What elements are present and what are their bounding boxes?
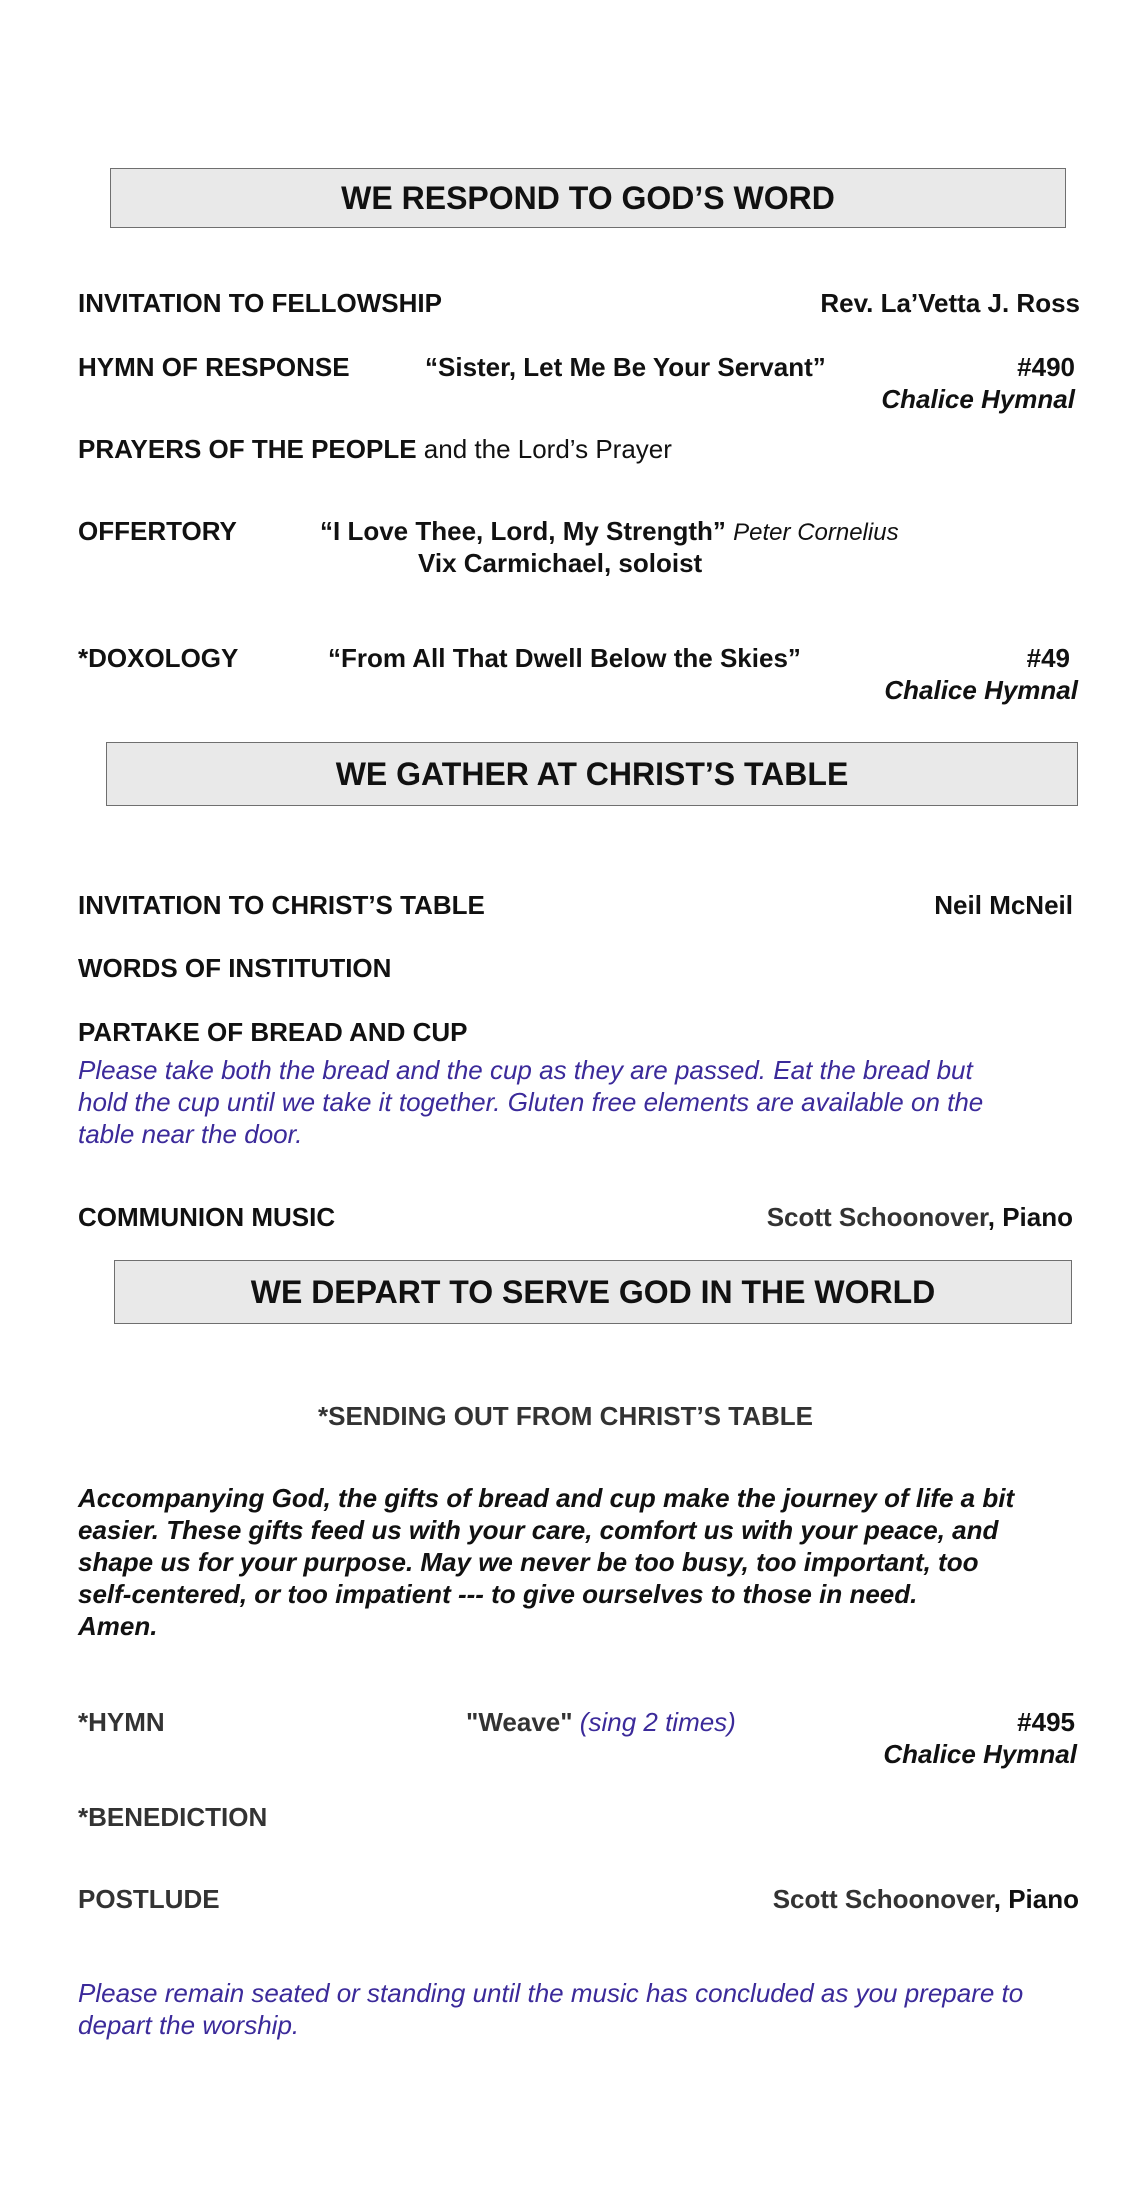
partake-note-line: hold the cup until we take it together. Gluten free elements are available on the: [78, 1087, 984, 1117]
closing-hymn-note: (sing 2 times): [572, 1707, 736, 1737]
words-of-institution-label: WORDS OF INSTITUTION: [78, 953, 392, 983]
prayers-label: PRAYERS OF THE PEOPLE: [78, 434, 417, 464]
prayers-of-the-people: [78, 433, 672, 465]
partake-note: [78, 1054, 983, 1150]
communion-music-credit: [767, 1201, 1073, 1233]
sending-prayer: [78, 1482, 1014, 1642]
invitation-table-label: INVITATION TO CHRIST’S TABLE: [78, 890, 485, 920]
section-header-respond-label: WE RESPOND TO GOD’S WORD: [341, 179, 835, 216]
offertory-soloist: Vix Carmichael, soloist: [418, 548, 703, 578]
invitation-fellowship-label: INVITATION TO FELLOWSHIP: [78, 288, 442, 318]
closing-hymn-title: "Weave": [466, 1707, 573, 1737]
communion-performer: Scott Schoonover: [766, 1202, 988, 1232]
section-header-depart: [114, 1260, 1072, 1324]
doxology-label: *DOXOLOGY: [78, 643, 239, 673]
sending-prayer-line: shape us for your purpose. May we never be too busy, too important, too: [78, 1547, 979, 1577]
hymn-of-response-label: HYMN OF RESPONSE: [78, 352, 350, 382]
closing-hymn-line: [466, 1706, 736, 1738]
invitation-table-leader: Neil McNeil: [934, 890, 1073, 920]
invitation-fellowship-leader: Rev. La’Vetta J. Ross: [820, 288, 1080, 318]
partake-label: PARTAKE OF BREAD AND CUP: [78, 1017, 468, 1047]
offertory-composer: Peter Cornelius: [733, 519, 899, 546]
benediction-label: *BENEDICTION: [78, 1802, 268, 1832]
closing-note-line: depart the worship.: [78, 2010, 300, 2040]
offertory-line: [320, 515, 899, 549]
partake-note-line: table near the door.: [78, 1119, 303, 1149]
doxology-number: #49: [1026, 643, 1070, 673]
section-header-gather-label: WE GATHER AT CHRIST’S TABLE: [335, 755, 849, 792]
sending-prayer-line: easier. These gifts feed us with your care, comfort us with your peace, and: [78, 1515, 999, 1545]
communion-music-label: COMMUNION MUSIC: [78, 1202, 336, 1232]
communion-instrument: , Piano: [987, 1202, 1073, 1232]
postlude-label: POSTLUDE: [78, 1884, 220, 1914]
section-header-depart-label: WE DEPART TO SERVE GOD IN THE WORLD: [250, 1273, 936, 1310]
sending-prayer-line: self-centered, or too impatient --- to give ourselves to those in need.: [78, 1579, 918, 1609]
sending-prayer-line: Accompanying God, the gifts of bread and cup make the journey of life a bit: [78, 1483, 1015, 1513]
section-header-respond: [110, 168, 1066, 228]
partake-note-line: Please take both the bread and the cup as they are passed. Eat the bread but: [78, 1055, 973, 1085]
hymn-of-response-title: “Sister, Let Me Be Your Servant”: [425, 352, 826, 382]
closing-hymn-book: Chalice Hymnal: [883, 1739, 1077, 1769]
doxology-title: “From All That Dwell Below the Skies”: [328, 643, 801, 673]
sending-out-label: *SENDING OUT FROM CHRIST’S TABLE: [318, 1401, 813, 1431]
hymn-of-response-book: Chalice Hymnal: [881, 384, 1075, 414]
offertory-label: OFFERTORY: [78, 516, 237, 546]
postlude-performer: Scott Schoonover: [772, 1884, 994, 1914]
closing-note: [78, 1977, 1023, 2041]
hymn-of-response-number: #490: [1017, 352, 1075, 382]
prayers-suffix: and the Lord’s Prayer: [416, 434, 672, 464]
closing-hymn-label: *HYMN: [78, 1707, 165, 1737]
offertory-title: “I Love Thee, Lord, My Strength”: [320, 516, 726, 546]
closing-note-line: Please remain seated or standing until the music has concluded as you prepare to: [78, 1978, 1024, 2008]
postlude-credit: [773, 1883, 1079, 1915]
doxology-book: Chalice Hymnal: [884, 675, 1078, 705]
sending-prayer-line: Amen.: [78, 1611, 158, 1641]
postlude-instrument: , Piano: [993, 1884, 1079, 1914]
section-header-gather: [106, 742, 1078, 806]
closing-hymn-number: #495: [1017, 1707, 1075, 1737]
